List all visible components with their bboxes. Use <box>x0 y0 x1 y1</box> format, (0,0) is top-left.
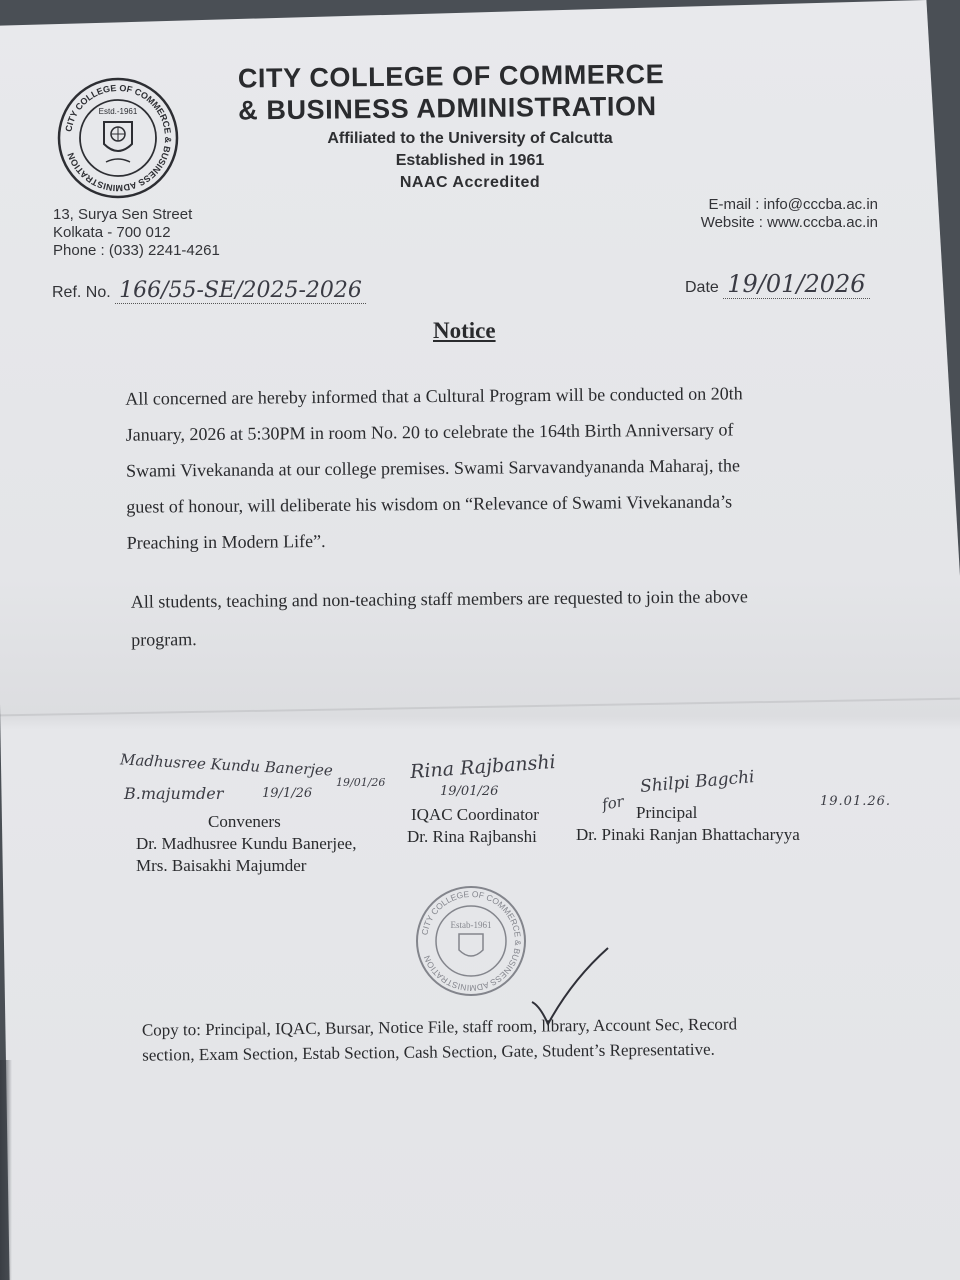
contact-email: E-mail : info@cccba.ac.in <box>708 196 878 213</box>
address-phone: Phone : (033) 2241-4261 <box>53 242 220 259</box>
affiliation: Affiliated to the University of Calcutta <box>327 130 613 147</box>
convener-signature-2: B.majumder <box>124 784 224 803</box>
paragraph-2-line: All students, teaching and non-teaching staff members are requested to join the above <box>130 586 748 612</box>
established: Established in 1961 <box>395 152 545 169</box>
paragraph-1-line: All concerned are hereby informed that a Cultural Program will be conducted on 20th <box>125 383 743 409</box>
principal-for-mark: for <box>600 792 626 814</box>
iqac-name: Dr. Rina Rajbanshi <box>407 827 537 846</box>
paragraph-1-line: guest of honour, will deliberate his wisdom on “Relevance of Swami Vivekananda’s <box>126 491 733 517</box>
college-stamp <box>414 884 528 998</box>
paragraph-1-line: Swami Vivekananda at our college premises. Swami Sarvavandyananda Maharaj, the <box>125 455 740 481</box>
iqac-role: IQAC Coordinator <box>411 805 539 824</box>
conveners-role: Conveners <box>208 812 281 831</box>
convener-signature-1-date: 19/01/26 <box>336 776 386 789</box>
principal-name: Dr. Pinaki Ranjan Bhattacharyya <box>576 825 800 844</box>
address-street: 13, Surya Sen Street <box>53 206 193 223</box>
copy-to-line-2: section, Exam Section, Estab Section, Cash Section, Gate, Student’s Representative. <box>142 1039 715 1065</box>
college-name <box>238 58 709 127</box>
convener-name-2: Mrs. Baisakhi Majumder <box>136 856 307 875</box>
reference-label: Ref. No. <box>52 284 111 301</box>
seal-ring-text: CITY COLLEGE OF COMMERCE & BUSINESS ADMINISTRATION <box>63 82 174 194</box>
stamp-year: Estab-1961 <box>450 920 492 930</box>
accreditation: NAAC Accredited <box>399 174 541 191</box>
address-block <box>53 206 220 260</box>
principal-signature: Shilpi Bagchi <box>639 767 756 797</box>
notice-title: Notice <box>433 318 496 343</box>
notice-paragraph-1 <box>125 375 744 560</box>
contact-website: Website : www.cccba.ac.in <box>700 214 878 231</box>
copy-to-line-1: Copy to: Principal, IQAC, Bursar, Notice File, staff room, library, Account Sec, Record <box>141 1014 738 1040</box>
iqac-signature-date: 19/01/26 <box>440 784 499 799</box>
date-value: 19/01/2026 <box>723 270 869 299</box>
principal-role: Principal <box>636 803 698 822</box>
principal-signature-date: 19.01.26. <box>820 794 892 809</box>
conveners-names <box>136 833 356 877</box>
contact-block <box>686 196 878 232</box>
college-name-line1: CITY COLLEGE OF COMMERCE <box>237 58 665 94</box>
convener-name-1: Dr. Madhusree Kundu Banerjee, <box>136 834 357 853</box>
college-seal-logo <box>56 76 180 200</box>
paragraph-1-line: January, 2026 at 5:30PM in room No. 20 to celebrate the 164th Birth Anniversary of <box>125 419 734 445</box>
seal-year: Estd.-1961 <box>98 107 138 116</box>
svg-text:CITY COLLEGE OF COMMERCE & BUS <box>419 889 523 993</box>
address-city: Kolkata - 700 012 <box>53 224 171 241</box>
paragraph-2-line: program. <box>131 629 197 650</box>
copy-to <box>142 1010 842 1067</box>
notice-paragraph-2 <box>131 577 749 658</box>
iqac-signature: Rina Rajbanshi <box>409 750 557 784</box>
reference-number <box>52 278 366 303</box>
paragraph-1-line: Preaching in Modern Life”. <box>126 530 326 553</box>
background-shadow <box>0 1060 12 1280</box>
convener-signature-1: Madhusree Kundu Banerjee <box>119 750 334 780</box>
date-label: Date <box>685 279 719 296</box>
stamp-ring-text: CITY COLLEGE OF COMMERCE & BUSINESS ADMINISTRATION <box>419 888 524 994</box>
college-name-line2: & BUSINESS ADMINISTRATION <box>238 91 657 126</box>
notice-date <box>685 270 870 298</box>
reference-value: 166/55-SE/2025-2026 <box>115 278 366 304</box>
convener-signature-2-date: 19/1/26 <box>262 786 313 801</box>
